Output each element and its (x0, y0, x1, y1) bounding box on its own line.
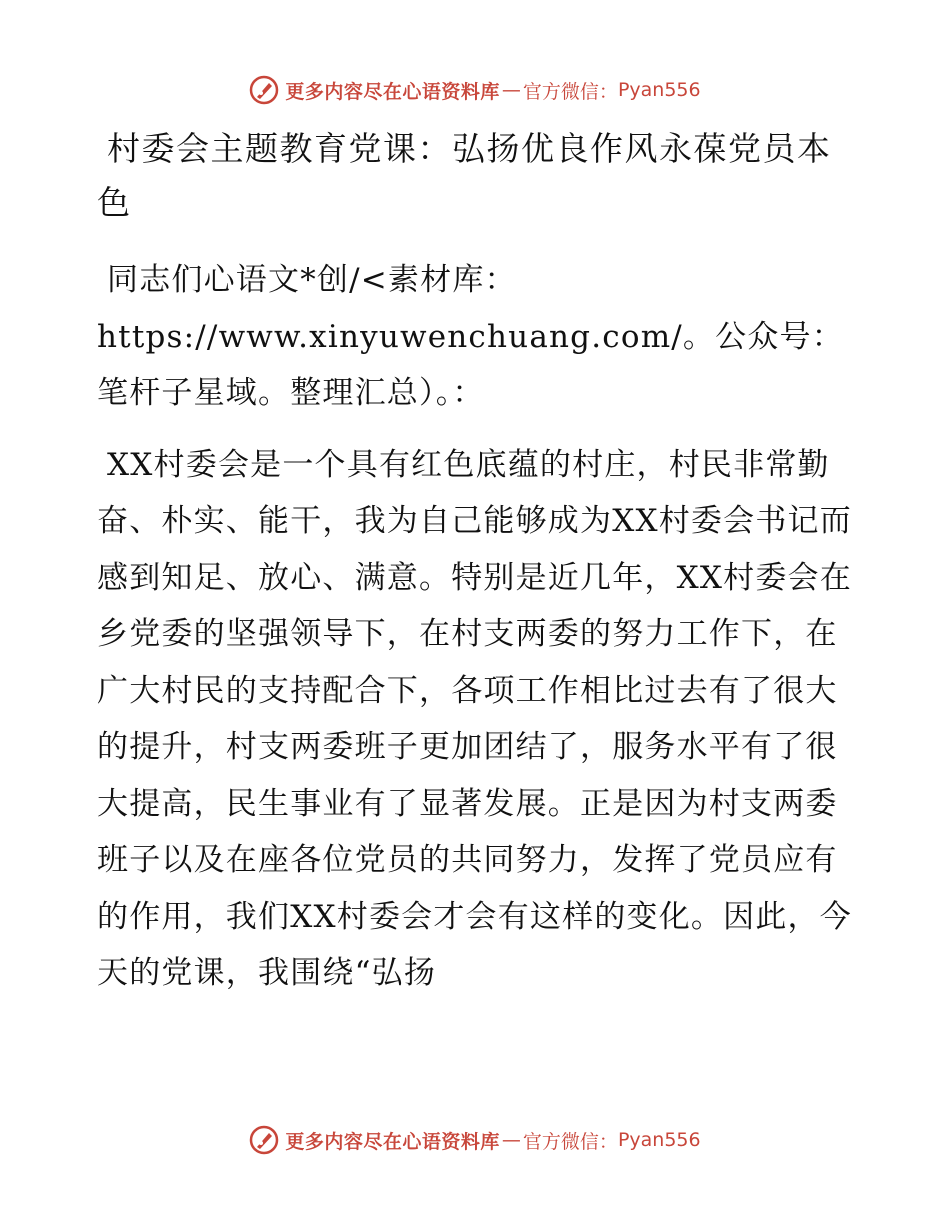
source-note-paragraph: 同志们心语文*创/<素材库：https://www.xinyuwenchuang.com/。公众号：笔杆子星域。整理汇总）。： (97, 262, 844, 411)
footer-watermark (0, 1120, 950, 1160)
document-title: 村委会主题教育党课：弘扬优良作风永葆党员本色 (97, 129, 832, 222)
watermark-separator: — (501, 1129, 521, 1151)
pen-nib-logo-icon (249, 1125, 279, 1155)
watermark-main-text: 更多内容尽在心语资料库 (285, 1130, 500, 1153)
header-watermark (0, 70, 950, 110)
watermark-separator: — (501, 79, 521, 101)
watermark-wechat-id: Pyan556 (617, 79, 701, 101)
watermark-contact-label: 官方微信： (522, 1130, 618, 1153)
document-body (97, 122, 857, 1002)
watermark-contact-label: 官方微信： (522, 80, 618, 103)
pen-nib-logo-icon (249, 75, 279, 105)
watermark-wechat-id: Pyan556 (617, 1129, 701, 1151)
watermark-main-text: 更多内容尽在心语资料库 (285, 80, 500, 103)
body-paragraph: XX村委会是一个具有红色底蕴的村庄，村民非常勤奋、朴实、能干，我为自己能够成为XX村委会书记而感到知足、放心、满意。特别是近几年，XX村委会在乡党委的坚强领导下，在村支两委的努力工作下，在广大村民的支持配合下，各项工作相比过去有了很大的提升，村支两委班子更加团结了，服务水平有了很大提高，民生事业有了显著发展。正是因为村支两委班子以及在座各位党员的共同努力，发挥了党员应有的作用，我们XX村委会才会有这样的变化。因此，今天的党课，我围绕“弘扬 (97, 446, 852, 991)
